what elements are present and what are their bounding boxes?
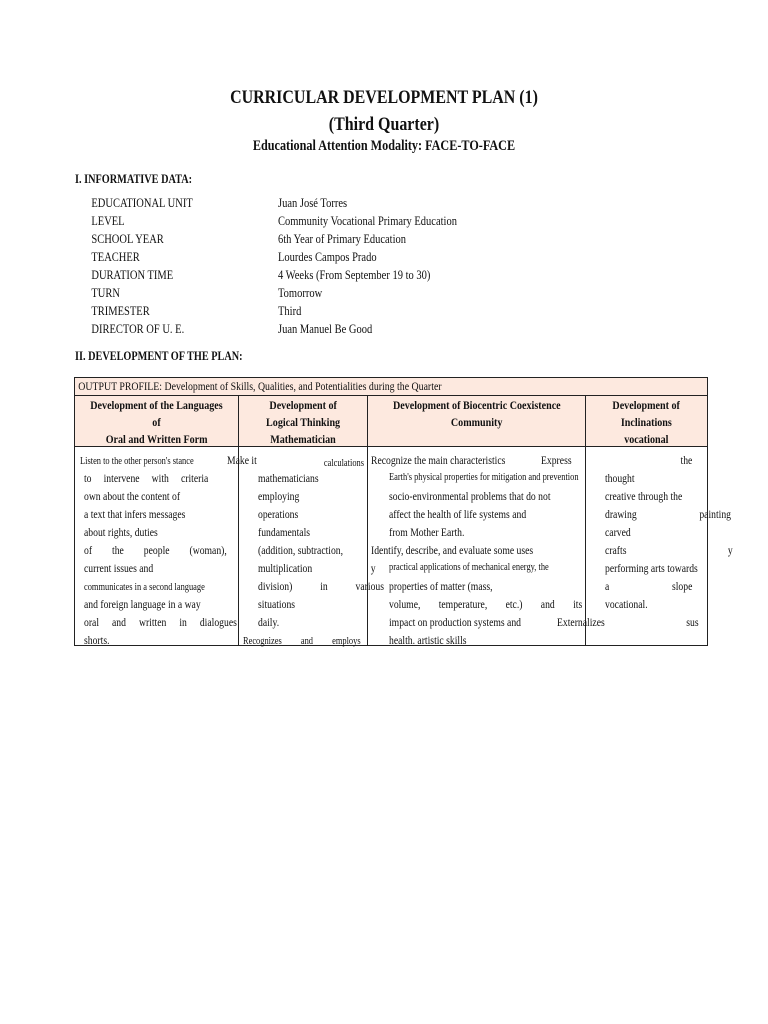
info-label-text: TRIMESTER (91, 304, 150, 318)
header-inclinations-line-2: Inclinations (621, 415, 672, 429)
cell-text: practical applications of mechanical energy, the (389, 562, 549, 573)
cell-text-line (227, 453, 261, 470)
plan-table (74, 377, 733, 647)
header-languages-line-2: Oral and Written Form (105, 432, 208, 446)
cell-text-line (665, 615, 699, 632)
cell-text: health. artistic skills (389, 635, 467, 647)
info-label (88, 214, 125, 229)
cell-text-line (389, 615, 544, 632)
cell-text-line (605, 579, 692, 596)
header-biocentric-line-2: Community (450, 415, 503, 429)
info-label-text: DURATION TIME (91, 268, 174, 282)
cell-text-line (84, 489, 208, 506)
info-value: 6th Year of Primary Education (278, 232, 407, 246)
cell-text: Recognize the main characteristics (371, 455, 506, 467)
cell-text-line (84, 633, 208, 650)
header-biocentric (368, 396, 586, 446)
cell-text-line (389, 579, 553, 596)
cell-text: to intervene with criteria (84, 473, 209, 485)
info-label-text: TEACHER (91, 250, 140, 264)
cell-text: Identify, describe, and evaluate some uses (371, 545, 534, 557)
cell-text: Earth's physical properties for mitigation and prevention (389, 472, 579, 483)
info-row (88, 196, 688, 214)
header-biocentric-line-1: Development of Biocentric Coexistence (392, 398, 561, 412)
cell-text-line (84, 525, 208, 542)
cell-text: crafts y (605, 545, 733, 557)
info-row (88, 250, 688, 268)
cell-text: own about the content of (84, 491, 181, 503)
info-label (88, 232, 164, 247)
cell-text-line (605, 525, 689, 542)
info-row (88, 214, 688, 232)
column-divider (367, 447, 368, 645)
output-profile-row (75, 378, 707, 396)
info-label (88, 304, 150, 319)
header-languages (75, 396, 239, 446)
cell-text-line (605, 471, 689, 488)
cell-text-line (258, 597, 350, 614)
cell-text: (addition, subtraction, (258, 545, 344, 557)
cell-text-line (371, 543, 547, 560)
info-label (88, 286, 120, 301)
cell-text: Externalizes (557, 617, 605, 629)
cell-text: from Mother Earth. (389, 527, 465, 539)
cell-text: mathematicians (258, 473, 319, 485)
info-value: 4 Weeks (From September 19 to 30) (278, 268, 431, 282)
cell-text: shorts. (84, 635, 110, 647)
cell-text: sus (686, 617, 699, 629)
cell-text-line (322, 455, 364, 472)
cell-text-line (258, 507, 350, 524)
header-logical-thinking (239, 396, 368, 446)
cell-text-line (389, 469, 579, 486)
cell-text-line (258, 579, 384, 596)
cell-text-line (389, 597, 582, 614)
info-row (88, 232, 688, 250)
document-title: CURRICULAR DEVELOPMENT PLAN (1) (230, 87, 538, 108)
info-value: Juan José Torres (278, 196, 348, 210)
cell-text-line (258, 525, 350, 542)
cell-text: fundamentals (258, 527, 311, 539)
cell-text-line (84, 615, 237, 632)
table-header-row (75, 396, 707, 447)
cell-text-line (541, 453, 591, 470)
header-logical-line-1: Development of (269, 398, 337, 412)
info-label-text: DIRECTOR OF U. E. (91, 322, 185, 336)
header-logical-line-2: Logical Thinking (265, 415, 341, 429)
info-value: Lourdes Campos Prado (278, 250, 377, 264)
info-value: Tomorrow (278, 286, 323, 300)
cell-text: division) in various (258, 581, 384, 593)
cell-text-line (389, 507, 553, 524)
cell-text-line (605, 489, 689, 506)
cell-text-line (371, 453, 539, 470)
cell-text-line (258, 489, 350, 506)
cell-text: Listen to the other person's stance (80, 456, 194, 467)
info-label (88, 322, 184, 337)
cell-text: multiplication y (258, 563, 376, 575)
info-row (88, 304, 688, 322)
cell-text-line (258, 543, 363, 560)
info-row (88, 268, 688, 286)
cell-text-line (389, 525, 553, 542)
cell-text: employing (258, 491, 300, 503)
cell-text: the (680, 455, 693, 467)
info-row (88, 286, 688, 304)
cell-text: vocational. (605, 599, 648, 611)
cell-text-line (557, 615, 624, 632)
cell-text: Express (541, 455, 572, 467)
info-label-text: TURN (91, 286, 120, 300)
info-value: Third (278, 304, 302, 318)
cell-text: Recognizes and employs (243, 636, 361, 647)
cell-text: daily. (258, 617, 280, 629)
cell-text-line (605, 561, 731, 578)
cell-text-line (258, 561, 376, 578)
header-inclinations-line-3: vocational (624, 432, 669, 446)
header-languages-line-1: Development of the Languages of (90, 398, 223, 429)
header-logical-line-3: Mathematician (270, 432, 336, 446)
cell-text-line (84, 579, 231, 596)
document-subtitle-modality: Educational Attention Modality: FACE-TO-FACE (252, 138, 516, 154)
document-subtitle-quarter: (Third Quarter) (328, 114, 440, 135)
section-heading-development: II. DEVELOPMENT OF THE PLAN: (75, 349, 243, 363)
cell-text: communicates in a second language (84, 582, 205, 593)
cell-text-line (243, 633, 361, 650)
section-heading-informative: I. INFORMATIVE DATA: (75, 172, 193, 186)
info-value: Community Vocational Primary Education (278, 214, 457, 228)
info-label-text: SCHOOL YEAR (91, 232, 164, 246)
cell-text: creative through the (605, 491, 683, 503)
cell-text: of the people (woman), (84, 545, 227, 557)
info-label (88, 268, 173, 283)
cell-text-line (389, 489, 549, 506)
cell-text-line (605, 597, 689, 614)
cell-text: a text that infers messages (84, 509, 186, 521)
cell-text: impact on production systems and (389, 617, 522, 629)
cell-text: and foreign language in a way (84, 599, 201, 611)
cell-text: calculations (323, 458, 364, 469)
cell-text: oral and written in dialogues (84, 617, 237, 629)
cell-text: socio-environmental problems that do not (389, 491, 551, 503)
column-divider (238, 447, 239, 645)
info-label (88, 250, 140, 265)
cell-text-line (84, 507, 208, 524)
cell-text: situations (258, 599, 296, 611)
info-label (88, 196, 193, 211)
cell-text: Make it (227, 455, 257, 467)
info-value: Juan Manuel Be Good (278, 322, 373, 336)
cell-text: affect the health of life systems and (389, 509, 527, 521)
cell-text-line (605, 453, 692, 470)
cell-text: properties of matter (mass, (389, 581, 493, 593)
output-profile-text: OUTPUT PROFILE: Development of Skills, Qualities, and Potentialities during the Quarter (78, 379, 442, 393)
cell-text: drawing painting (605, 509, 731, 521)
header-inclinations-line-1: Development of (612, 398, 681, 412)
cell-text-line (605, 543, 733, 560)
cell-text-line (389, 559, 553, 576)
info-row (88, 322, 688, 340)
header-inclinations (586, 396, 707, 446)
cell-text-line (84, 543, 227, 560)
cell-text: about rights, duties (84, 527, 158, 539)
cell-text: a slope (605, 581, 693, 593)
cell-text: operations (258, 509, 299, 521)
cell-text: thought (605, 473, 635, 485)
cell-text-line (605, 507, 731, 524)
cell-text: volume, temperature, etc.) and its (389, 599, 583, 611)
cell-text-line (258, 471, 350, 488)
cell-text-line (80, 453, 206, 470)
cell-text-line (389, 633, 553, 650)
cell-text-line (84, 471, 208, 488)
info-label-text: LEVEL (91, 214, 125, 228)
cell-text-line (258, 615, 350, 632)
cell-text-line (84, 561, 208, 578)
info-label-text: EDUCATIONAL UNIT (91, 196, 193, 210)
cell-text-line (84, 597, 237, 614)
cell-text: current issues and (84, 563, 154, 575)
cell-text: performing arts towards (605, 563, 698, 575)
cell-text: carved (605, 527, 631, 539)
